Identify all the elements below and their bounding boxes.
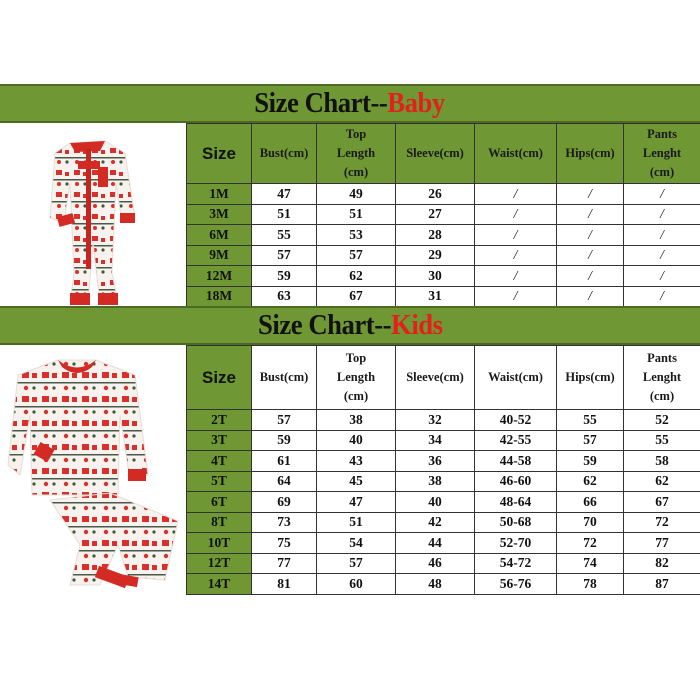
table-row (187, 451, 700, 472)
hips-cell: 78 (557, 574, 624, 595)
hips-cell: 74 (557, 553, 624, 574)
bust-cell: 55 (252, 225, 317, 246)
baby-title (255, 87, 446, 120)
table-row (187, 410, 700, 431)
hips-cell: / (557, 286, 624, 307)
top-length-cell: 38 (317, 410, 396, 431)
waist-cell: 44-58 (475, 451, 557, 472)
top-length-cell: 51 (317, 204, 396, 225)
top-length-cell: 51 (317, 512, 396, 533)
kids-title-bar (0, 306, 700, 345)
waist-cell: 56-76 (475, 574, 557, 595)
size-cell: 18M (187, 286, 252, 307)
header-top-length-line2: Length (336, 370, 376, 384)
pants-cell: 52 (624, 410, 700, 431)
hips-cell: 59 (557, 451, 624, 472)
hips-cell: / (557, 184, 624, 205)
hips-cell: 57 (557, 430, 624, 451)
pants-cell: 58 (624, 451, 700, 472)
header-size: Size (187, 124, 252, 184)
waist-cell: / (475, 286, 557, 307)
header-top-length (317, 346, 396, 410)
sleeve-cell: 28 (396, 225, 475, 246)
size-cell: 1M (187, 184, 252, 205)
bust-cell: 59 (252, 430, 317, 451)
table-row (187, 286, 700, 307)
header-hips: Hips(cm) (557, 346, 624, 410)
pants-cell: 55 (624, 430, 700, 451)
bust-cell: 81 (252, 574, 317, 595)
pants-cell: 72 (624, 512, 700, 533)
table-row (187, 553, 700, 574)
size-cell: 3M (187, 204, 252, 225)
header-pants-length (624, 124, 700, 184)
size-cell: 4T (187, 451, 252, 472)
baby-header-row (187, 124, 700, 184)
kids-title (258, 309, 443, 342)
bust-cell: 57 (252, 245, 317, 266)
size-cell: 8T (187, 512, 252, 533)
kids-header-row (187, 346, 700, 410)
bust-cell: 73 (252, 512, 317, 533)
header-pants-line2: Lenght (642, 146, 682, 160)
pants-cell: / (624, 225, 700, 246)
header-size: Size (187, 346, 252, 410)
size-cell: 6T (187, 492, 252, 513)
header-pants-length (624, 346, 700, 410)
kids-pajama-icon (0, 345, 186, 595)
pants-cell: 87 (624, 574, 700, 595)
bust-cell: 75 (252, 533, 317, 554)
header-sleeve: Sleeve(cm) (396, 346, 475, 410)
hips-cell: 62 (557, 471, 624, 492)
top-length-cell: 53 (317, 225, 396, 246)
top-length-cell: 40 (317, 430, 396, 451)
pants-cell: 67 (624, 492, 700, 513)
bust-cell: 61 (252, 451, 317, 472)
sleeve-cell: 48 (396, 574, 475, 595)
hips-cell: 66 (557, 492, 624, 513)
table-row (187, 574, 700, 595)
header-pants-line2: Lenght (642, 370, 682, 384)
top-length-cell: 43 (317, 451, 396, 472)
hips-cell: 70 (557, 512, 624, 533)
sleeve-cell: 40 (396, 492, 475, 513)
table-row (187, 512, 700, 533)
top-length-cell: 57 (317, 245, 396, 266)
header-top-length-line1: Top (345, 127, 367, 141)
size-cell: 10T (187, 533, 252, 554)
table-row (187, 204, 700, 225)
top-length-cell: 57 (317, 553, 396, 574)
waist-cell: 54-72 (475, 553, 557, 574)
sleeve-cell: 32 (396, 410, 475, 431)
table-row (187, 184, 700, 205)
baby-romper-icon (0, 123, 186, 307)
table-row (187, 471, 700, 492)
hips-cell: / (557, 266, 624, 287)
size-cell: 6M (187, 225, 252, 246)
top-length-cell: 62 (317, 266, 396, 287)
top-length-cell: 47 (317, 492, 396, 513)
header-top-length-line3: (cm) (343, 389, 369, 403)
header-waist: Waist(cm) (475, 124, 557, 184)
header-hips: Hips(cm) (557, 124, 624, 184)
hips-cell: 72 (557, 533, 624, 554)
baby-title-accent: Baby (387, 87, 446, 119)
top-length-cell: 60 (317, 574, 396, 595)
hips-cell: / (557, 204, 624, 225)
sleeve-cell: 27 (396, 204, 475, 225)
header-bust: Bust(cm) (252, 346, 317, 410)
header-pants-line3: (cm) (649, 389, 675, 403)
table-row (187, 225, 700, 246)
pants-cell: 77 (624, 533, 700, 554)
header-waist: Waist(cm) (475, 346, 557, 410)
table-row (187, 266, 700, 287)
header-bust: Bust(cm) (252, 124, 317, 184)
pants-cell: / (624, 266, 700, 287)
bust-cell: 77 (252, 553, 317, 574)
bust-cell: 59 (252, 266, 317, 287)
pants-cell: / (624, 184, 700, 205)
header-top-length-line3: (cm) (343, 165, 369, 179)
pants-cell: / (624, 245, 700, 266)
hips-cell: / (557, 245, 624, 266)
bust-cell: 57 (252, 410, 317, 431)
top-length-cell: 54 (317, 533, 396, 554)
sleeve-cell: 44 (396, 533, 475, 554)
waist-cell: 50-68 (475, 512, 557, 533)
size-cell: 2T (187, 410, 252, 431)
size-cell: 3T (187, 430, 252, 451)
hips-cell: 55 (557, 410, 624, 431)
sleeve-cell: 31 (396, 286, 475, 307)
waist-cell: / (475, 204, 557, 225)
bust-cell: 64 (252, 471, 317, 492)
sleeve-cell: 34 (396, 430, 475, 451)
bust-cell: 69 (252, 492, 317, 513)
kids-title-accent: Kids (390, 309, 443, 341)
waist-cell: 42-55 (475, 430, 557, 451)
waist-cell: 52-70 (475, 533, 557, 554)
sleeve-cell: 29 (396, 245, 475, 266)
pants-cell: / (624, 204, 700, 225)
size-cell: 5T (187, 471, 252, 492)
header-sleeve: Sleeve(cm) (396, 124, 475, 184)
header-top-length-line2: Length (336, 146, 376, 160)
header-pants-line1: Pants (647, 127, 677, 141)
sleeve-cell: 38 (396, 471, 475, 492)
waist-cell: / (475, 184, 557, 205)
table-row (187, 492, 700, 513)
kids-pajama-image (0, 345, 186, 595)
top-length-cell: 49 (317, 184, 396, 205)
waist-cell: 48-64 (475, 492, 557, 513)
table-row (187, 245, 700, 266)
header-pants-line1: Pants (647, 351, 677, 365)
sleeve-cell: 26 (396, 184, 475, 205)
sleeve-cell: 46 (396, 553, 475, 574)
waist-cell: 46-60 (475, 471, 557, 492)
baby-romper-image (0, 123, 186, 307)
waist-cell: / (475, 225, 557, 246)
kids-title-prefix: Size Chart-- (257, 309, 391, 341)
table-row (187, 533, 700, 554)
top-length-cell: 67 (317, 286, 396, 307)
sleeve-cell: 42 (396, 512, 475, 533)
baby-title-bar (0, 84, 700, 123)
kids-size-table (186, 345, 700, 595)
bust-cell: 47 (252, 184, 317, 205)
bust-cell: 63 (252, 286, 317, 307)
size-cell: 9M (187, 245, 252, 266)
size-cell: 14T (187, 574, 252, 595)
top-length-cell: 45 (317, 471, 396, 492)
size-cell: 12M (187, 266, 252, 287)
pants-cell: / (624, 286, 700, 307)
waist-cell: / (475, 266, 557, 287)
pants-cell: 82 (624, 553, 700, 574)
header-top-length (317, 124, 396, 184)
hips-cell: / (557, 225, 624, 246)
baby-title-prefix: Size Chart-- (254, 87, 388, 119)
bust-cell: 51 (252, 204, 317, 225)
size-cell: 12T (187, 553, 252, 574)
pants-cell: 62 (624, 471, 700, 492)
sleeve-cell: 36 (396, 451, 475, 472)
sleeve-cell: 30 (396, 266, 475, 287)
waist-cell: 40-52 (475, 410, 557, 431)
header-pants-line3: (cm) (649, 165, 675, 179)
waist-cell: / (475, 245, 557, 266)
header-top-length-line1: Top (345, 351, 367, 365)
table-row (187, 430, 700, 451)
baby-size-table (186, 123, 700, 307)
